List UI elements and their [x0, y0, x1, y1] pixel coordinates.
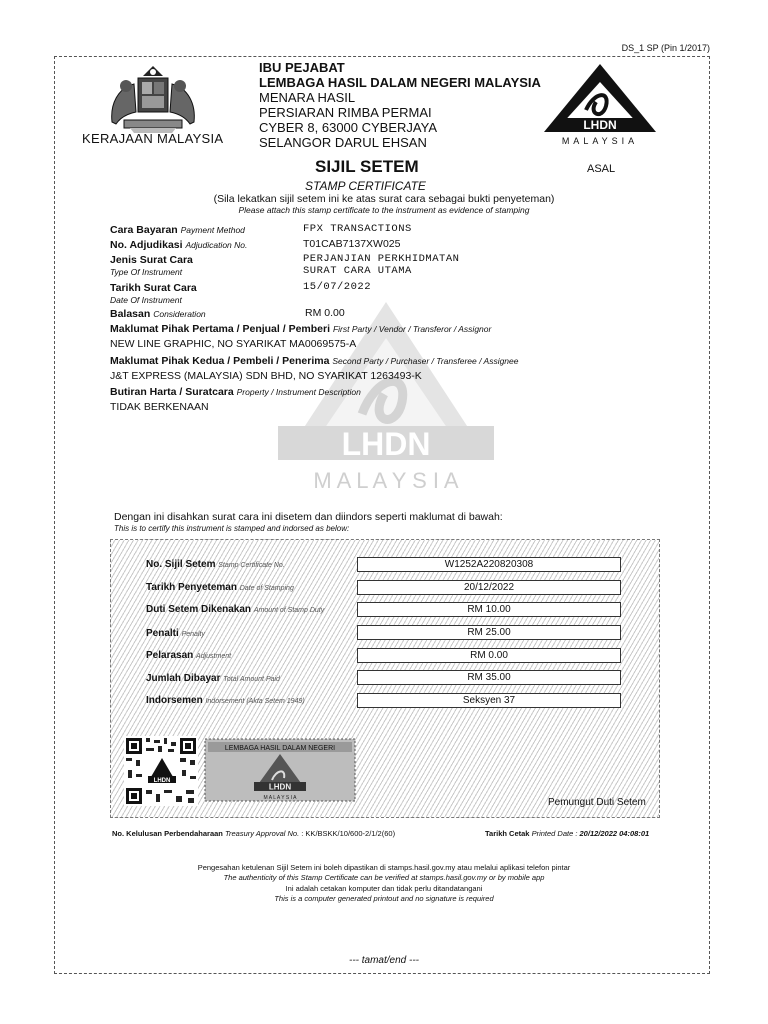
adjudication-no-label: No. Adjudikasi Adjudication No. [110, 239, 248, 251]
first-party-label: Maklumat Pihak Pertama / Penjual / Pemberi First Party / Vendor / Transferor / Assignor [110, 323, 492, 335]
stamp-row-label: Jumlah Dibayar Total Amount Paid [146, 673, 280, 684]
instrument-type-value: PERJANJIAN PERKHIDMATAN [303, 253, 460, 265]
stamp-row-label: No. Sijil Setem Stamp Certificate No. [146, 559, 285, 570]
stamp-duty-field: RM 10.00 [357, 602, 621, 617]
instruction-ms: (Sila lekatkan sijil setem ini ke atas surat cara sebagai bukti penyeteman) [213, 193, 555, 205]
first-party-value: NEW LINE GRAPHIC, NO SYARIKAT MA0069575-A [110, 338, 357, 350]
treasury-approval: No. Kelulusan Perbendaharaan Treasury Approval No. : KK/BSKK/10/600-2/1/2(60) [112, 829, 396, 838]
stamp-row-label: Penalti Penalty [146, 628, 205, 639]
document-subtitle: STAMP CERTIFICATE [305, 179, 426, 193]
coat-of-arms-icon [104, 64, 202, 134]
adjustment-field: RM 0.00 [357, 648, 621, 663]
total-paid-field: RM 35.00 [357, 670, 621, 685]
payment-method-label: Cara Bayaran Payment Method [110, 224, 245, 236]
print-date: Tarikh Cetak Printed Date : 20/12/2022 04:08:01 [485, 829, 650, 838]
verify-text-ms: Pengesahan ketulenan Sijil Setem ini boleh dipastikan di stamps.hasil.gov.my atau melalui aplikasi telefon pintar [197, 863, 571, 872]
second-party-value: J&T EXPRESS (MALAYSIA) SDN BHD, NO SYARIKAT 1263493-K [110, 370, 422, 382]
seal-mid-text: LHDN [268, 782, 292, 792]
stamp-row-label: Tarikh Penyeteman Date of Stamping [146, 582, 294, 593]
adjudication-no-value: T01CAB7137XW025 [303, 238, 401, 250]
instrument-type-label-en: Type Of Instrument [110, 267, 183, 277]
watermark-subtext: M A L A Y S I A [313, 468, 459, 493]
collector-label: Pemungut Duti Setem [548, 797, 646, 808]
address-line: PERSIARAN RIMBA PERMAI [259, 105, 432, 120]
stamping-date-field: 20/12/2022 [357, 580, 621, 595]
stamp-row-label: Indorsemen Indorsement (Akta Setem 1949) [146, 695, 305, 706]
seal-top-text: LEMBAGA HASIL DALAM NEGERI [224, 745, 336, 752]
logo-text: LHDN [583, 118, 617, 132]
government-label: KERAJAAN MALAYSIA [82, 131, 224, 146]
office-name: IBU PEJABAT [259, 60, 345, 75]
agency-name: LEMBAGA HASIL DALAM NEGERI MALAYSIA [259, 75, 541, 90]
qr-logo-text: LHDN [153, 778, 171, 784]
seal-bottom-text: M A L A Y S I A [263, 795, 297, 801]
form-code: DS_1 SP (Pin 1/2017) [621, 43, 710, 53]
instrument-date-value: 15/07/2022 [303, 281, 372, 293]
instrument-type-label: Jenis Surat Cara [110, 254, 193, 266]
logo-subtext: MALAYSIA [561, 136, 639, 146]
qr-code-icon [124, 736, 198, 806]
verify-text-en: The authenticity of this Stamp Certificate can be verified at stamps.hasil.gov.my or by mobile app [223, 873, 545, 882]
address-line: MENARA HASIL [259, 90, 356, 105]
computer-printout-ms: Ini adalah cetakan komputer dan tidak perlu ditandatangani [285, 884, 483, 893]
stamp-row-label: Pelarasan Adjustment [146, 650, 232, 661]
second-party-label: Maklumat Pihak Kedua / Pembeli / Penerima Second Party / Purchaser / Transferee / Assignee [110, 355, 519, 367]
stamp-row-label: Duti Setem Dikenakan Amount of Stamp Duty [146, 604, 325, 615]
official-seal-stamp [204, 738, 356, 802]
watermark-text: LHDN [341, 426, 431, 462]
property-label: Butiran Harta / Suratcara Property / Instrument Description [110, 386, 361, 398]
address-line: SELANGOR DARUL EHSAN [259, 135, 427, 150]
property-value: TIDAK BERKENAAN [110, 401, 209, 413]
document-title: SIJIL SETEM [315, 157, 419, 176]
penalty-field: RM 25.00 [357, 625, 621, 640]
address-line: CYBER 8, 63000 CYBERJAYA [259, 120, 437, 135]
certify-text-en: This is to certify this instrument is stamped and indorsed as below: [114, 524, 350, 533]
instruction-en: Please attach this stamp certificate to the instrument as evidence of stamping [238, 205, 530, 215]
payment-method-value: FPX TRANSACTIONS [303, 223, 412, 235]
end-marker: --- tamat/end --- [348, 955, 419, 966]
stamp-certificate-no-field: W1252A220820308 [357, 557, 621, 572]
consideration-value: RM 0.00 [305, 307, 345, 319]
certify-text-ms: Dengan ini disahkan surat cara ini disetem dan diindors seperti maklumat di bawah: [114, 511, 503, 523]
instrument-date-label-en: Date Of Instrument [110, 295, 182, 305]
instrument-date-label: Tarikh Surat Cara [110, 282, 197, 294]
indorsement-field: Seksyen 37 [357, 693, 621, 708]
computer-printout-en: This is a computer generated printout and no signature is required [274, 894, 494, 903]
consideration-label: Balasan Consideration [110, 308, 206, 320]
lhdn-logo [540, 62, 660, 146]
address-block [259, 60, 541, 150]
instrument-type-value-2: SURAT CARA UTAMA [303, 265, 412, 277]
copy-label: ASAL [587, 163, 616, 175]
